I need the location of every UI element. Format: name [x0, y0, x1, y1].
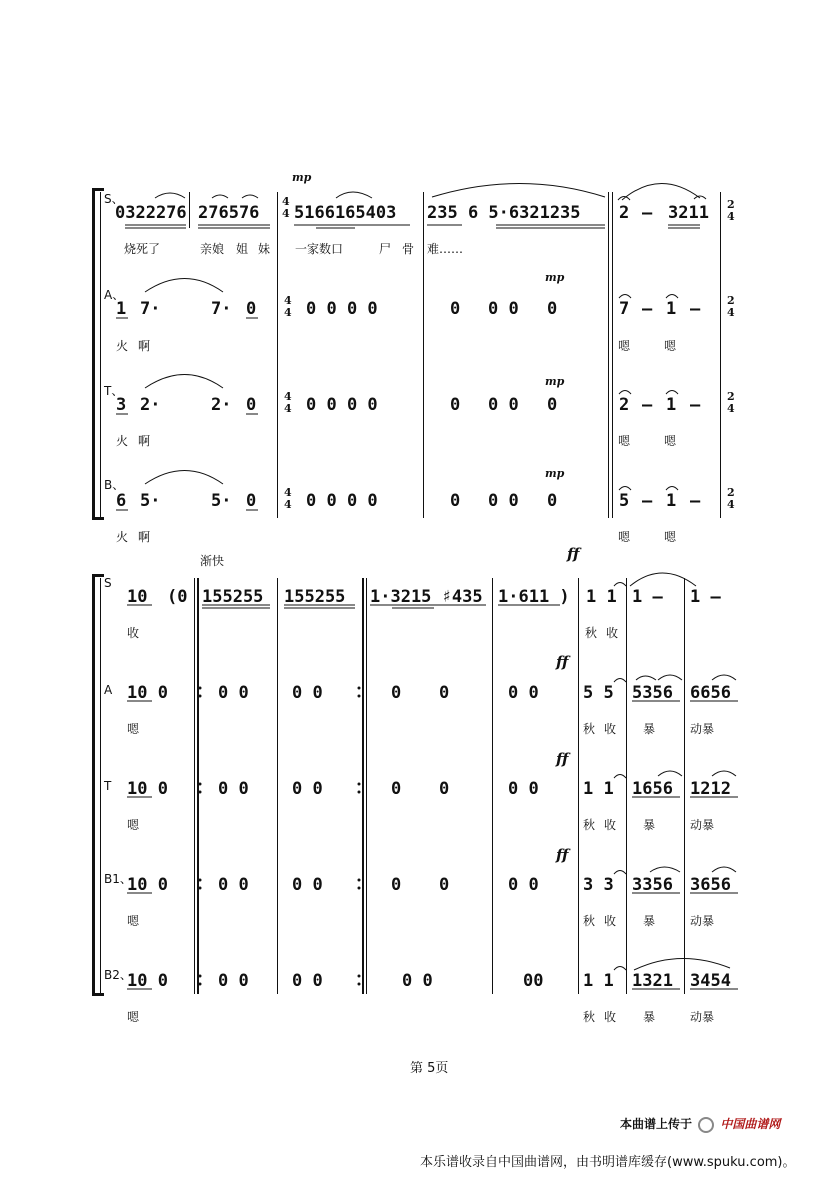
soprano-measure-4: 155255: [284, 587, 346, 607]
dynamic-mp: mp: [545, 271, 565, 284]
soprano-measure-1: 0322276: [115, 203, 187, 223]
tenor-note: 3: [116, 395, 127, 415]
soprano-measure-4: 235 6 5·6321235: [427, 203, 581, 223]
tenor-note: 0: [246, 395, 257, 415]
bass1-rests: 0 0: [508, 875, 539, 895]
footer-source: 本乐谱收录自中国曲谱网，由书明谱库缓存(www.spuku.com)。: [420, 1155, 796, 1170]
part-label-bass2: B2、: [104, 968, 132, 982]
soprano-measure-1: 10: [127, 587, 148, 607]
lyric: 嗯: [664, 434, 677, 448]
bass2-measure-9: 3454: [690, 971, 731, 991]
lyric: 嗯: [127, 818, 140, 832]
soprano-measure-2: (0: [167, 587, 188, 607]
bass1-rests: 0 0: [292, 875, 323, 895]
bass2-measure-7: 1 1: [583, 971, 614, 991]
soprano-measure-6: 1·611 ): [498, 587, 570, 607]
upload-credit: [620, 1115, 780, 1133]
alto-rests: 0 0 0 0: [306, 299, 378, 319]
alto-note: 1: [666, 299, 677, 319]
lyric: 嗯: [618, 339, 631, 353]
soprano-measure-3: 5166165403: [294, 203, 397, 223]
lyric: 收: [127, 626, 140, 640]
lyric: 火: [116, 434, 129, 448]
bass2-rests: 0 0: [292, 971, 323, 991]
part-label-tenor: T、: [104, 384, 124, 398]
soprano-measure-3: 155255: [202, 587, 264, 607]
soprano-measure-5a: 2: [619, 203, 630, 223]
tempo-marking: 渐快: [200, 554, 225, 568]
lyric: 嗯: [127, 1010, 140, 1024]
bass1-measure-7: 3 3: [583, 875, 614, 895]
alto-note: 7·: [140, 299, 161, 319]
tenor-dash: –: [690, 395, 701, 415]
bass-note: 5·: [211, 491, 232, 511]
site-logo[interactable]: [696, 1115, 780, 1133]
lyric: 嗯: [127, 914, 140, 928]
part-label-alto: A: [104, 683, 113, 697]
part-label-tenor: T: [104, 779, 112, 793]
alto-rest: 0: [547, 299, 558, 319]
dynamic-mp: mp: [545, 467, 565, 480]
time-signature: 4 4: [282, 195, 290, 220]
bass-rests: 0 0 0 0: [306, 491, 378, 511]
bass-note: 5·: [140, 491, 161, 511]
bass-dash: –: [690, 491, 701, 511]
bass-note: 1: [666, 491, 677, 511]
page-number: 第 5页: [410, 1061, 449, 1076]
logo-text: 中国曲谱网: [720, 1117, 781, 1131]
soprano-measure-5b: 3211: [668, 203, 709, 223]
bass1-rest: 0: [439, 875, 450, 895]
lyric: 一家数口: [295, 242, 344, 256]
lyric: 暴: [643, 1010, 656, 1024]
time-signature-end: 2 4: [727, 198, 735, 223]
tenor-note: 2·: [140, 395, 161, 415]
lyric: 嗯: [618, 530, 631, 544]
lyric: 动暴: [690, 914, 715, 928]
tenor-rests: 0 0: [292, 779, 323, 799]
lyric: 动暴: [690, 1010, 715, 1024]
tenor-rest: 0: [547, 395, 558, 415]
lyric: 收: [604, 722, 617, 736]
bass1-measure-9: 3656: [690, 875, 731, 895]
time-signature: 4 4: [284, 294, 292, 319]
time-signature-end: 2 4: [727, 486, 735, 511]
alto-measure-8: 5356: [632, 683, 673, 703]
dynamic-ff: ff: [556, 846, 569, 864]
bass-rest: 0: [450, 491, 461, 511]
lyric: 收: [606, 626, 619, 640]
alto-note: 7·: [211, 299, 232, 319]
time-signature-end: 2 4: [727, 294, 735, 319]
lyric: 火: [116, 339, 129, 353]
lyric: 啊: [138, 530, 151, 544]
alto-measure-1: 10 0: [127, 683, 168, 703]
tenor-rests: 0 0: [508, 779, 539, 799]
dynamic-ff: ff: [556, 750, 569, 768]
dynamic-mp: mp: [545, 375, 565, 388]
alto-rests: 0 0: [218, 683, 249, 703]
tenor-rests: 0 0: [488, 395, 519, 415]
time-signature: 4 4: [284, 390, 292, 415]
bass-note: 0: [246, 491, 257, 511]
lyric: 暴: [643, 818, 656, 832]
bass2-measure-8: 1321: [632, 971, 673, 991]
alto-note: 7: [619, 299, 630, 319]
soprano-measure-9: 1 –: [690, 587, 721, 607]
bass1-rests: 0 0: [218, 875, 249, 895]
lyric: 嗯: [664, 339, 677, 353]
lyric: 亲娘: [200, 242, 225, 256]
soprano-measure-5dash: –: [642, 203, 653, 223]
dynamic-ff: ff: [567, 545, 580, 563]
tenor-rest: 0: [439, 779, 450, 799]
alto-measure-9: 6656: [690, 683, 731, 703]
lyric: 难……: [427, 242, 464, 256]
soprano-measure-7: 1 1: [586, 587, 617, 607]
alto-note: 1: [116, 299, 127, 319]
alto-rest: 0: [450, 299, 461, 319]
lyric: 秋: [583, 818, 596, 832]
lyric: 妹: [258, 242, 271, 256]
bass-note: 5: [619, 491, 630, 511]
alto-measure-7: 5 5: [583, 683, 614, 703]
time-signature: 4 4: [284, 486, 292, 511]
tenor-dash: –: [642, 395, 653, 415]
upload-credit-text: 本曲谱上传于: [620, 1117, 693, 1131]
alto-dash: –: [690, 299, 701, 319]
part-label-alto: A、: [104, 288, 125, 302]
bass2-measure-1: 10 0: [127, 971, 168, 991]
time-signature-end: 2 4: [727, 390, 735, 415]
bass-rest: 0: [547, 491, 558, 511]
lyric: 嗯: [618, 434, 631, 448]
tenor-rests: 0 0: [218, 779, 249, 799]
alto-rest: 0: [391, 683, 402, 703]
bass2-rests: 00: [523, 971, 544, 991]
alto-rest: 0: [439, 683, 450, 703]
bass1-rest: 0: [391, 875, 402, 895]
part-label-bass1: B1、: [104, 872, 132, 886]
lyric: 姐: [236, 242, 249, 256]
lyric: 啊: [138, 434, 151, 448]
lyric: 尸: [379, 242, 392, 256]
alto-rests: 0 0: [488, 299, 519, 319]
lyric: 秋: [583, 722, 596, 736]
tenor-rest: 0: [450, 395, 461, 415]
tenor-measure-1: 10 0: [127, 779, 168, 799]
lyric: 暴: [643, 914, 656, 928]
alto-dash: –: [642, 299, 653, 319]
alto-rests: 0 0: [508, 683, 539, 703]
logo-icon: [698, 1117, 714, 1133]
lyric: 骨: [402, 242, 415, 256]
lyric: 动暴: [690, 722, 715, 736]
tenor-note: 2·: [211, 395, 232, 415]
alto-note: 0: [246, 299, 257, 319]
lyric: 啊: [138, 339, 151, 353]
tenor-rests: 0 0 0 0: [306, 395, 378, 415]
bass2-rests: 0 0: [218, 971, 249, 991]
lyric: 收: [604, 818, 617, 832]
tenor-note: 1: [666, 395, 677, 415]
lyric: 收: [604, 1010, 617, 1024]
tenor-measure-8: 1656: [632, 779, 673, 799]
alto-rests: 0 0: [292, 683, 323, 703]
lyric: 动暴: [690, 818, 715, 832]
part-label-bass: B、: [104, 478, 125, 492]
lyric: 秋: [583, 914, 596, 928]
bass-dash: –: [642, 491, 653, 511]
lyric: 暴: [643, 722, 656, 736]
bass1-measure-8: 3356: [632, 875, 673, 895]
tenor-measure-9: 1212: [690, 779, 731, 799]
dynamic-ff: ff: [556, 653, 569, 671]
lyric: 收: [604, 914, 617, 928]
tenor-measure-7: 1 1: [583, 779, 614, 799]
part-label-soprano: S: [104, 576, 112, 590]
bass-note: 6: [116, 491, 127, 511]
lyric: 嗯: [664, 530, 677, 544]
tenor-rest: 0: [391, 779, 402, 799]
tenor-note: 2: [619, 395, 630, 415]
lyric: 秋: [585, 626, 598, 640]
lyric: 烧死了: [124, 242, 161, 256]
lyric: 秋: [583, 1010, 596, 1024]
bass-rests: 0 0: [488, 491, 519, 511]
part-label-soprano: S、: [104, 192, 124, 206]
bass1-measure-1: 10 0: [127, 875, 168, 895]
bass2-rests: 0 0: [402, 971, 433, 991]
dynamic-mp: mp: [292, 171, 312, 184]
soprano-measure-5: 1·3215 ♯435: [370, 587, 483, 607]
soprano-measure-8: 1 –: [632, 587, 663, 607]
soprano-measure-2: 276576: [198, 203, 260, 223]
lyric: 火: [116, 530, 129, 544]
lyric: 嗯: [127, 722, 140, 736]
